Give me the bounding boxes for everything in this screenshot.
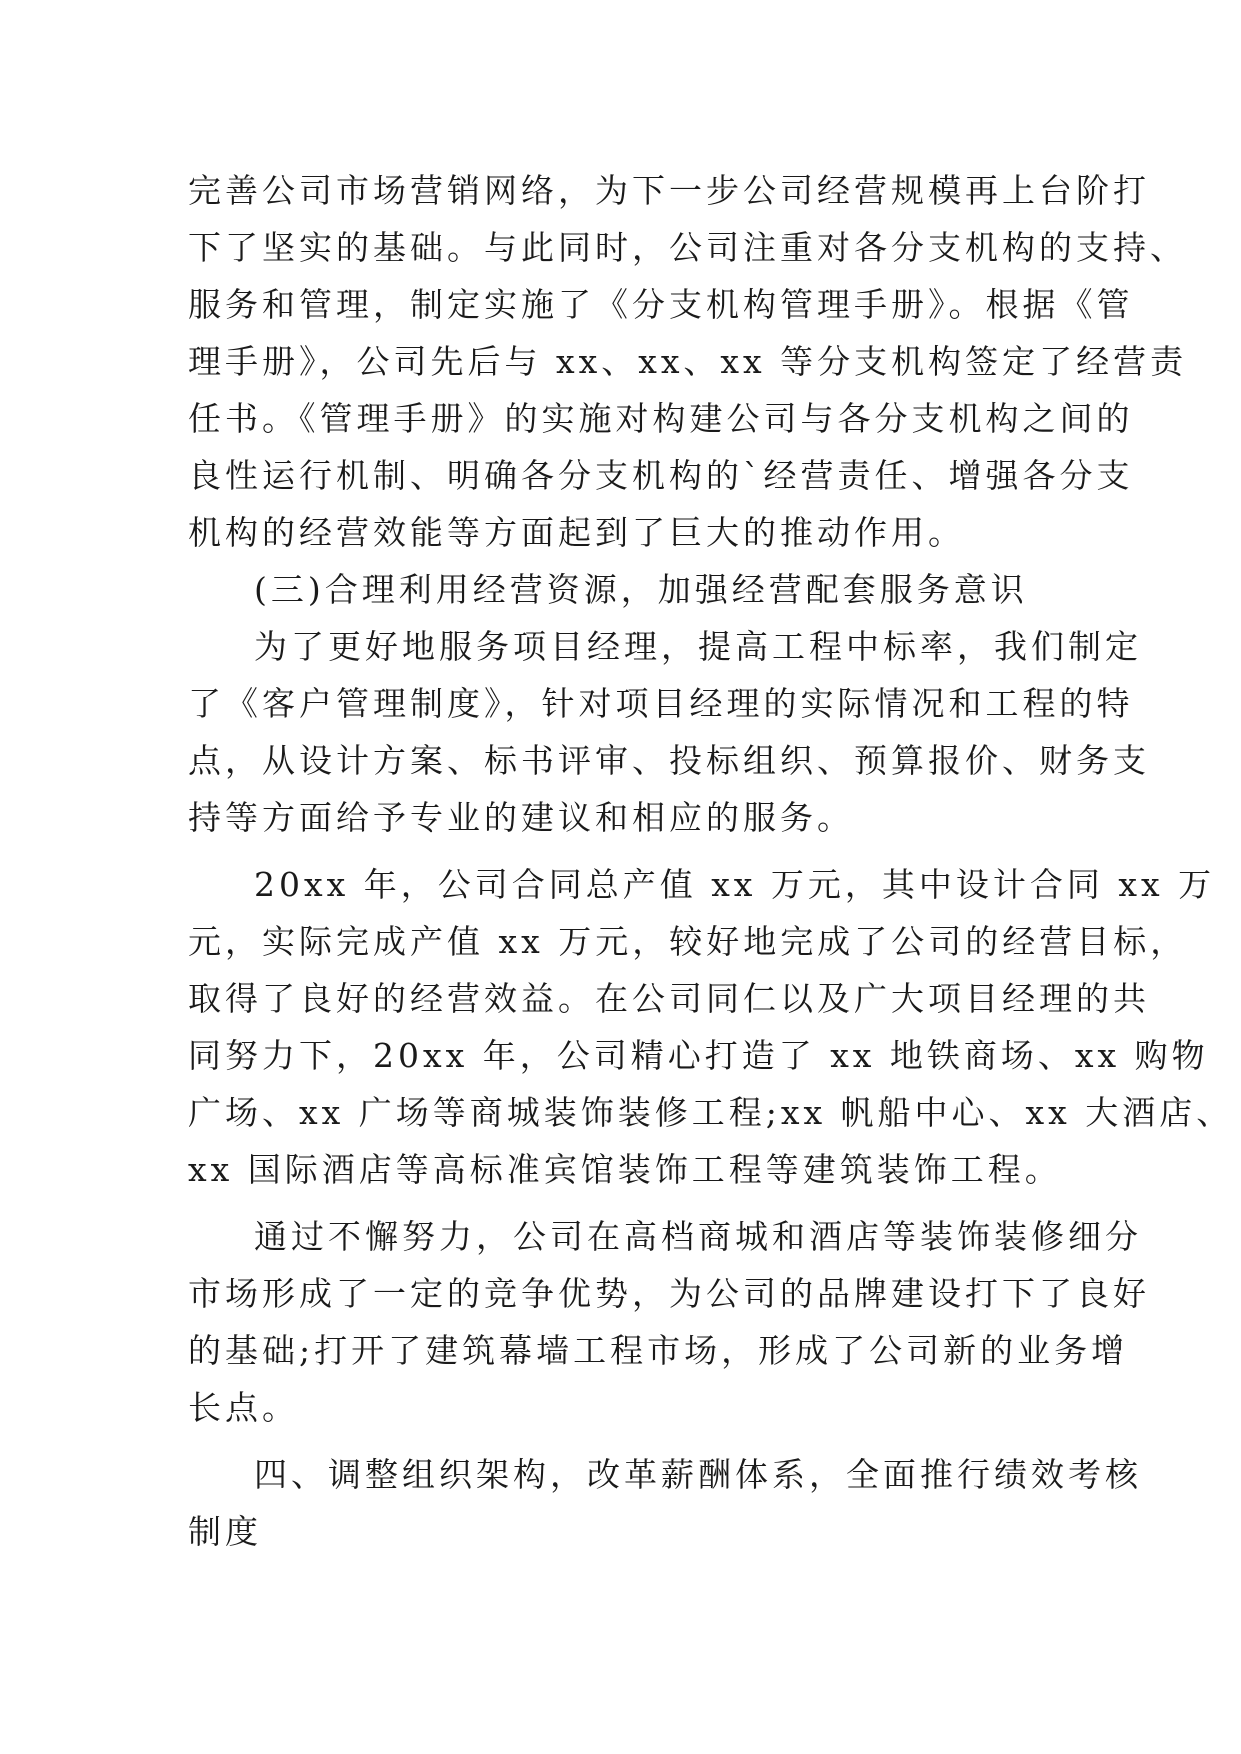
text-line: 广场、xx 广场等商城装饰装修工程;xx 帆船中心、xx 大酒店、 (188, 1093, 1234, 1132)
text-line: 长点。 (188, 1388, 299, 1427)
heading-line: (三)合理利用经营资源，加强经营配套服务意识 (254, 570, 1028, 609)
section-heading-3 (188, 561, 1058, 618)
text-line: 了《客户管理制度》，针对项目经理的实际情况和工程的特 (188, 684, 1134, 723)
text-line: 良性运行机制、明确各分支机构的`经营责任、增强各分支 (188, 456, 1134, 495)
section-heading-4 (188, 1446, 1142, 1560)
text-line: 元，实际完成产值 xx 万元，较好地完成了公司的经营目标， (188, 922, 1188, 961)
heading-line: 制度 (188, 1512, 262, 1551)
heading-line: 四、调整组织架构，改革薪酬体系，全面推行绩效考核 (254, 1455, 1142, 1494)
text-line: 持等方面给予专业的建议和相应的服务。 (188, 798, 854, 837)
paragraph-annual-output (188, 856, 1234, 1198)
paragraph-client-management (188, 618, 1150, 846)
text-line: xx 国际酒店等高标准宾馆装饰工程等建筑装饰工程。 (188, 1150, 1062, 1189)
text-line: 取得了良好的经营效益。在公司同仁以及广大项目经理的共 (188, 979, 1150, 1018)
text-line: 任书。《管理手册》的实施对构建公司与各分支机构之间的 (188, 399, 1134, 438)
text-line: 为了更好地服务项目经理，提高工程中标率，我们制定 (254, 627, 1142, 666)
text-line: 机构的经营效能等方面起到了巨大的推动作用。 (188, 513, 965, 552)
text-line: 的基础;打开了建筑幕墙工程市场，形成了公司新的业务增 (188, 1331, 1129, 1370)
text-line: 服务和管理，制定实施了《分支机构管理手册》。根据《管 (188, 285, 1134, 324)
text-line: 市场形成了一定的竞争优势，为公司的品牌建设打下了良好 (188, 1274, 1150, 1313)
text-line: 同努力下，20xx 年，公司精心打造了 xx 地铁商场、xx 购物 (188, 1036, 1209, 1075)
text-line: 完善公司市场营销网络，为下一步公司经营规模再上台阶打 (188, 171, 1150, 210)
paragraph-competitive-advantage (188, 1208, 1150, 1436)
text-line: 点，从设计方案、标书评审、投标组织、预算报价、财务支 (188, 741, 1150, 780)
paragraph-branch-management (188, 162, 1188, 561)
document-body (188, 162, 1234, 1560)
text-line: 20xx 年，公司合同总产值 xx 万元，其中设计合同 xx 万 (254, 865, 1216, 904)
text-line: 理手册》，公司先后与 xx、xx、xx 等分支机构签定了经营责 (188, 342, 1188, 381)
text-line: 下了坚实的基础。与此同时，公司注重对各分支机构的支持、 (188, 228, 1187, 267)
text-line: 通过不懈努力，公司在高档商城和酒店等装饰装修细分 (254, 1217, 1142, 1256)
